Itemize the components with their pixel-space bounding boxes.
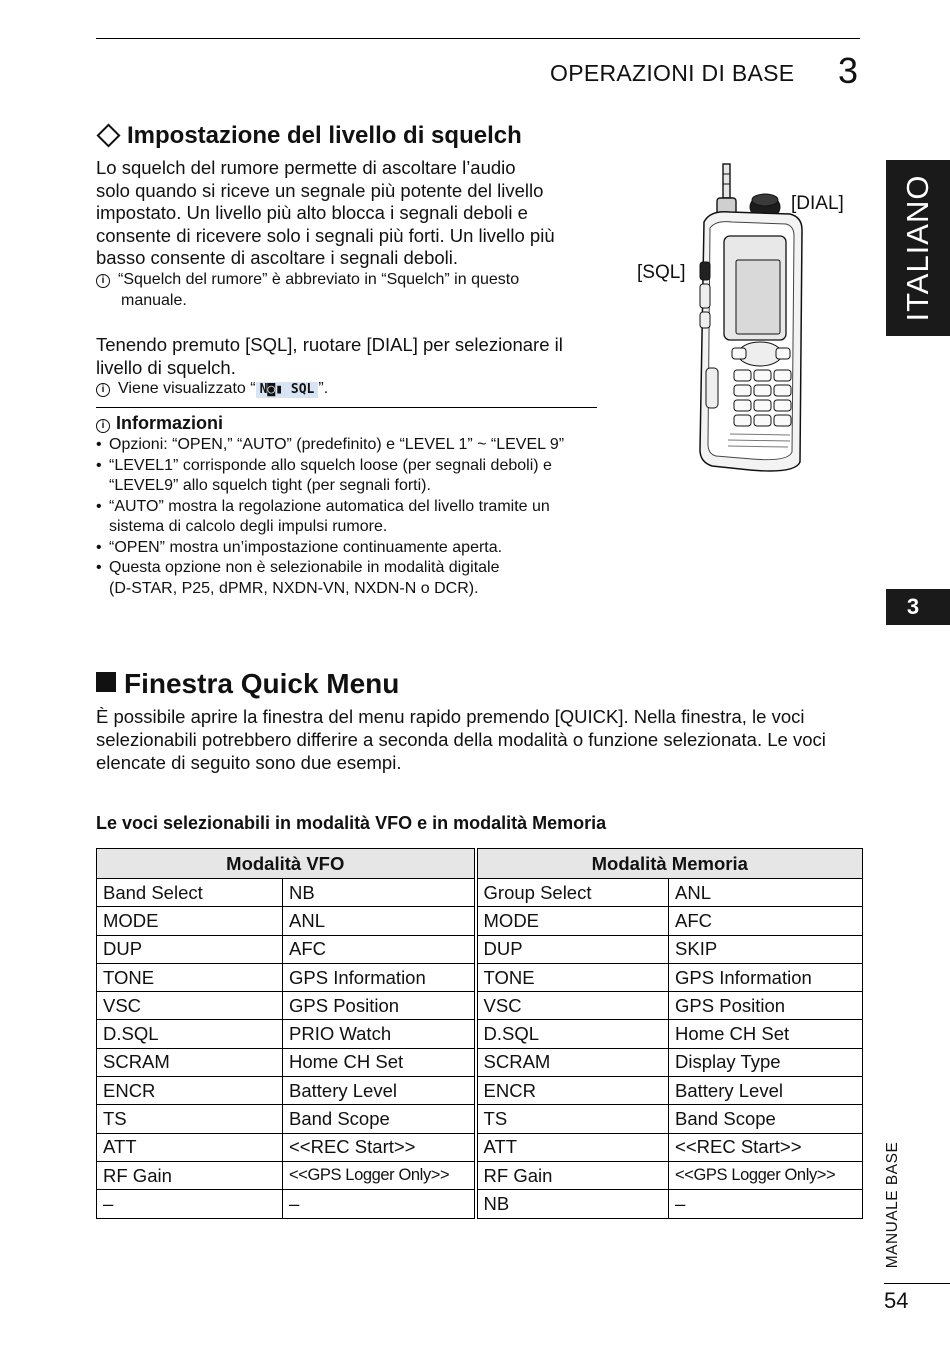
column-header-vfo: Modalità VFO (97, 849, 476, 879)
text-line: Lo squelch del rumore permette di ascoltare l’audio (96, 157, 516, 178)
table-header-row (97, 849, 863, 879)
table-cell: MODE (97, 907, 283, 935)
table-cell: SKIP (669, 935, 863, 963)
table-cell: – (97, 1190, 283, 1218)
page-header-title: OPERAZIONI DI BASE (550, 60, 795, 86)
table-cell: Group Select (476, 879, 669, 907)
table-cell: <<REC Start>> (283, 1133, 476, 1161)
text-line: selezionabili potrebbero differire a seconda della modalità o funzione selezionata. Le voci (96, 728, 826, 750)
language-tab-label: ITALIANO (900, 174, 935, 322)
table-row (97, 879, 863, 907)
note-abbreviation: i “Squelch del rumore” è abbreviato in “Squelch” in questo manuale. (96, 270, 596, 311)
table-cell: Band Scope (669, 1105, 863, 1133)
quick-menu-description (96, 706, 866, 774)
table-cell: AFC (283, 935, 476, 963)
info-icon: i (96, 274, 110, 288)
info-box-title: i Informazioni (96, 413, 223, 434)
note-display: i Viene visualizzato “ N◙▮ SQL ”. (96, 379, 328, 400)
list-item: • Questa opzione non è selezionabile in modalità digitale (D-STAR, P25, dPMR, NXDN-VN, NXDN-N o DCR). (96, 558, 601, 599)
squelch-instruction (96, 334, 596, 379)
table-cell: DUP (97, 935, 283, 963)
lcd-squelch-indicator: N◙▮ SQL (256, 382, 319, 398)
chapter-tab (886, 589, 950, 625)
page-number: 54 (884, 1288, 909, 1313)
table-row (97, 1133, 863, 1161)
diamond-icon (96, 123, 120, 147)
table-cell: DUP (476, 935, 669, 963)
quick-menu-table (96, 848, 863, 1219)
header-rule (96, 38, 860, 39)
chapter-tab-label: 3 (906, 594, 920, 619)
table-row (97, 1190, 863, 1218)
table-row (97, 907, 863, 935)
list-item: • “OPEN” mostra un’impostazione continuamente aperta. (96, 538, 601, 559)
dial-callout-label: [DIAL] (791, 193, 844, 214)
table-cell: ATT (476, 1133, 669, 1161)
table-cell: Band Select (97, 879, 283, 907)
list-item: • Opzioni: “OPEN,” “AUTO” (predefinito) e “LEVEL 1” ~ “LEVEL 9” (96, 435, 601, 456)
text-line: impostato. Un livello più alto blocca i segnali deboli e (96, 202, 528, 223)
table-cell: TS (97, 1105, 283, 1133)
table-row (97, 1020, 863, 1048)
table-cell: <<GPS Logger Only>> (283, 1161, 476, 1189)
info-bullet-list (96, 435, 601, 599)
table-cell: ANL (669, 879, 863, 907)
info-divider (96, 407, 597, 408)
table-cell: Battery Level (283, 1077, 476, 1105)
table-cell: <<GPS Logger Only>> (669, 1161, 863, 1189)
table-row (97, 935, 863, 963)
table-cell: GPS Information (669, 963, 863, 991)
text-line: basso consente di ascoltare i segnali deboli. (96, 247, 459, 268)
table-cell: ATT (97, 1133, 283, 1161)
table-cell: Home CH Set (283, 1048, 476, 1076)
table-cell: GPS Position (669, 992, 863, 1020)
table-row (97, 1161, 863, 1189)
table-row (97, 1077, 863, 1105)
squelch-section-title: Impostazione del livello di squelch (96, 122, 522, 150)
text-line: solo quando si riceve un segnale più potente del livello (96, 179, 544, 201)
square-bullet-icon (96, 672, 116, 692)
table-cell: <<REC Start>> (669, 1133, 863, 1161)
table-cell: ENCR (97, 1077, 283, 1105)
list-item: • “LEVEL1” corrisponde allo squelch loose (per segnali deboli) e “LEVEL9” allo squelch tight (per segnali forti). (96, 456, 601, 497)
table-cell: TONE (97, 963, 283, 991)
table-cell: VSC (97, 992, 283, 1020)
quick-menu-section-title: Finestra Quick Menu (96, 668, 399, 700)
list-item: • “AUTO” mostra la regolazione automatica del livello tramite un sistema di calcolo degli impulsi rumore. (96, 497, 601, 538)
table-body (97, 879, 863, 1219)
language-tab (886, 160, 950, 336)
table-cell: SCRAM (97, 1048, 283, 1076)
table-row (97, 1105, 863, 1133)
table-cell: NB (476, 1190, 669, 1218)
info-icon: i (96, 419, 110, 433)
text-line: elencate di seguito sono due esempi. (96, 751, 402, 773)
table-cell: ENCR (476, 1077, 669, 1105)
table-cell: ANL (283, 907, 476, 935)
footer-rule (884, 1283, 950, 1284)
table-row (97, 963, 863, 991)
text-line: consente di ricevere solo i segnali più forti. Un livello più (96, 224, 555, 246)
sql-callout-label: [SQL] (637, 262, 686, 283)
table-cell: – (283, 1190, 476, 1218)
text-line: Tenendo premuto [SQL], ruotare [DIAL] per selezionare il (96, 334, 563, 355)
table-cell: Home CH Set (669, 1020, 863, 1048)
table-cell: MODE (476, 907, 669, 935)
table-cell: Battery Level (669, 1077, 863, 1105)
table-cell: SCRAM (476, 1048, 669, 1076)
table-heading: Le voci selezionabili in modalità VFO e in modalità Memoria (96, 813, 607, 833)
text-line: livello di squelch. (96, 356, 236, 378)
table-cell: AFC (669, 907, 863, 935)
table-cell: NB (283, 879, 476, 907)
table-cell: VSC (476, 992, 669, 1020)
table-cell: RF Gain (97, 1161, 283, 1189)
text-line: È possibile aprire la finestra del menu rapido premendo [QUICK]. Nella finestra, le voci (96, 706, 805, 727)
info-icon: i (96, 383, 110, 397)
table-cell: D.SQL (97, 1020, 283, 1048)
manual-label: MANUALE BASE (884, 1141, 901, 1269)
table-cell: TONE (476, 963, 669, 991)
table-cell: D.SQL (476, 1020, 669, 1048)
table-cell: Band Scope (283, 1105, 476, 1133)
table-cell: GPS Information (283, 963, 476, 991)
table-row (97, 1048, 863, 1076)
table-cell: TS (476, 1105, 669, 1133)
table-cell: – (669, 1190, 863, 1218)
table-row (97, 992, 863, 1020)
table-cell: Display Type (669, 1048, 863, 1076)
table-cell: RF Gain (476, 1161, 669, 1189)
table-cell: PRIO Watch (283, 1020, 476, 1048)
column-header-memory: Modalità Memoria (476, 849, 863, 879)
table-cell: GPS Position (283, 992, 476, 1020)
page-header-chapter-number: 3 (838, 50, 859, 91)
squelch-intro (96, 157, 596, 270)
